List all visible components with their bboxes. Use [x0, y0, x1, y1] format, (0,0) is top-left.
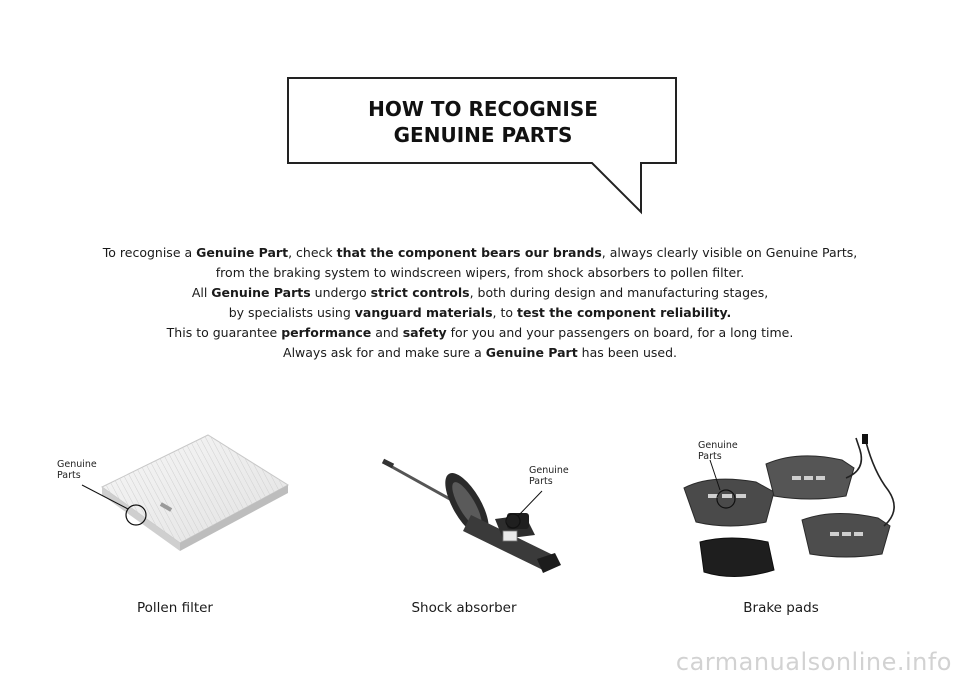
page-title: [300, 96, 666, 148]
watermark: carmanualsonline.info: [675, 648, 952, 676]
intro-text: [40, 243, 920, 363]
caption-brake-pads: Brake pads: [743, 600, 819, 616]
intro-line-1: To recognise a Genuine Part, check that the component bears our brands, always clearly visible on Genuine Parts,: [102, 245, 858, 260]
title-line-2: GENUINE PARTS: [393, 123, 573, 147]
title-line-1: HOW TO RECOGNISE: [368, 97, 598, 121]
intro-line-4: by specialists using vanguard materials, to test the component reliability.: [228, 305, 732, 320]
brake-genuine-parts-label: Genuine Parts: [698, 440, 738, 462]
intro-line-5: This to guarantee performance and safety for you and your passengers on board, for a long time.: [166, 325, 794, 340]
caption-pollen-filter: Pollen filter: [137, 600, 213, 616]
intro-line-6: Always ask for and make sure a Genuine Part has been used.: [283, 345, 677, 360]
intro-line-2: from the braking system to windscreen wipers, from shock absorbers to pollen filter.: [215, 265, 745, 280]
intro-line-3: All Genuine Parts undergo strict controls, both during design and manufacturing stages,: [191, 285, 769, 300]
pollen-genuine-parts-label: Genuine Parts: [57, 459, 97, 481]
pollen-filter-image: [40, 425, 300, 585]
shock-genuine-parts-label: Genuine Parts: [529, 465, 569, 487]
caption-shock-absorber: Shock absorber: [411, 600, 517, 616]
